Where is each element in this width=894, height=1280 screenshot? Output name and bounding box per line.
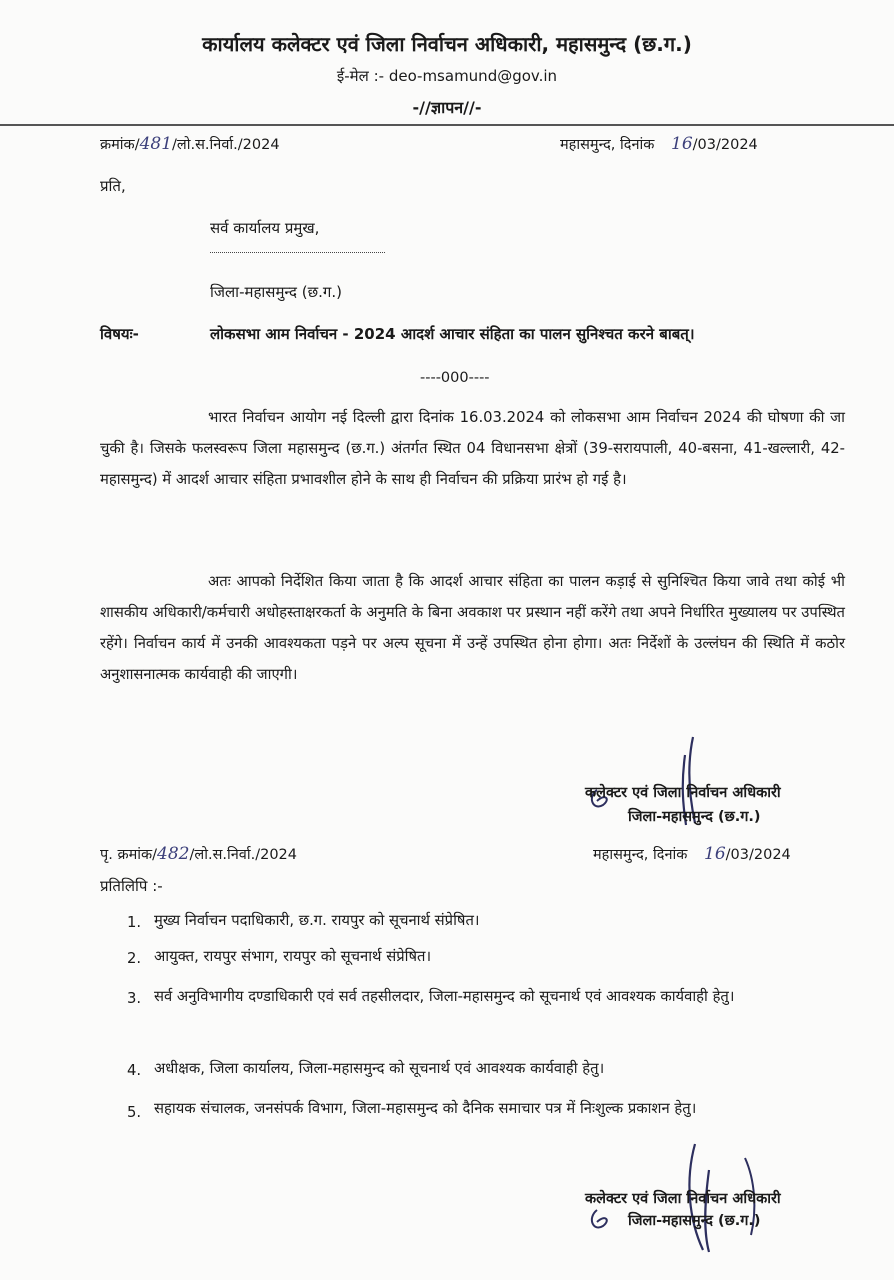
section-divider: ----000---- xyxy=(420,370,490,386)
to-label: प्रति, xyxy=(100,177,126,195)
office-title: कार्यालय कलेक्टर एवं जिला निर्वाचन अधिकारी, महासमुन्द (छ.ग.) xyxy=(202,32,692,56)
copy-signatory-title: कलेक्टर एवं जिला निर्वाचन अधिकारी xyxy=(585,1191,781,1207)
copy-item: सर्व अनुविभागीय दण्डाधिकारी एवं सर्व तहसीलदार, जिला-महासमुन्द को सूचनार्थ एवं आवश्यक कार्यवाही हेतु। xyxy=(154,988,735,1005)
copy-item-number: 4. xyxy=(127,1062,142,1079)
subject-label: विषयः- xyxy=(100,325,139,343)
signatory-title: कलेक्टर एवं जिला निर्वाचन अधिकारी xyxy=(585,785,781,801)
copy-item: आयुक्त, रायपुर संभाग, रायपुर को सूचनार्थ संप्रेषित। xyxy=(154,948,432,965)
copy-item: अधीक्षक, जिला कार्यालय, जिला-महासमुन्द को सूचनार्थ एवं आवश्यक कार्यवाही हेतु। xyxy=(154,1060,605,1077)
handwritten-copy-date-day: 16 xyxy=(704,844,726,864)
addressee-district: जिला-महासमुन्द (छ.ग.) xyxy=(210,283,342,301)
handwritten-copy-ref-number: 482 xyxy=(157,844,190,864)
copy-item: मुख्य निर्वाचन पदाधिकारी, छ.ग. रायपुर को सूचनार्थ संप्रेषित। xyxy=(154,912,480,929)
addressee-line: सर्व कार्यालय प्रमुख, xyxy=(210,219,320,237)
memo-heading: -//ज्ञापन//- xyxy=(412,98,482,117)
copy-label: प्रतिलिपि :- xyxy=(100,877,163,895)
copy-item-number: 5. xyxy=(127,1104,142,1121)
addressee-dotted-line xyxy=(210,252,385,253)
handwritten-date-day: 16 xyxy=(671,134,693,154)
header-divider xyxy=(0,124,894,126)
handwritten-ref-number: 481 xyxy=(139,134,173,154)
body-paragraph-1: भारत निर्वाचन आयोग नई दिल्ली द्वारा दिनांक 16.03.2024 को लोकसभा आम निर्वाचन 2024 की घोषणा की जा चुकी है। जिसके फलस्वरूप जिला महासमुन्द (छ.ग.) अंतर्गत स्थित 04 विधानसभा क्षेत्रों (39-सरायपाली, 40-बसना, 41-खल्लारी, 42-महासमुन्द) में आदर्श आचार संहिता प्रभावशील होने के साथ ही निर्वाचन की प्रक्रिया प्रारंभ हो गई है। xyxy=(100,409,845,488)
copy-signatory-district: जिला-महासमुन्द (छ.ग.) xyxy=(628,1213,761,1229)
signatory-district: जिला-महासमुन्द (छ.ग.) xyxy=(628,809,761,825)
letter-date: महासमुन्द, दिनांक 16/03/2024 xyxy=(560,134,758,154)
copy-item-number: 3. xyxy=(127,990,142,1007)
copy-reference-number: पृ. क्रमांक/482/लो.स.निर्वा./2024 xyxy=(100,844,298,864)
reference-number: क्रमांक/481/लो.स.निर्वा./2024 xyxy=(100,134,280,154)
body-paragraph-2: अतः आपको निर्देशित किया जाता है कि आदर्श आचार संहिता का पालन कड़ाई से सुनिश्चित किया जावे तथा कोई भी शासकीय अधिकारी/कर्मचारी अधोहस्ताक्षरकर्ता के अनुमति के बिना अवकाश पर प्रस्थान नहीं करेंगे तथा अपने निर्धारित मुख्यालय पर उपस्थित रहेंगे। निर्वाचन कार्य में उनकी आवश्यकता पड़ने पर अल्प सूचना में उन्हें उपस्थित होना होगा। अतः निर्देशों के उल्लंघन की स्थिति में कठोर अनुशासनात्मक कार्यवाही की जाएगी। xyxy=(100,573,845,683)
copy-item: सहायक संचालक, जनसंपर्क विभाग, जिला-महासमुन्द को दैनिक समाचार पत्र में निःशुल्क प्रकाशन हेतु। xyxy=(154,1100,697,1117)
copy-date: महासमुन्द, दिनांक 16/03/2024 xyxy=(593,844,791,864)
office-email: ई-मेल :- deo-msamund@gov.in xyxy=(336,67,558,85)
copy-item-number: 1. xyxy=(127,914,142,931)
subject-text: लोकसभा आम निर्वाचन - 2024 आदर्श आचार संहिता का पालन सुनिश्चत करने बाबत्। xyxy=(210,325,695,343)
copy-item-number: 2. xyxy=(127,950,142,967)
